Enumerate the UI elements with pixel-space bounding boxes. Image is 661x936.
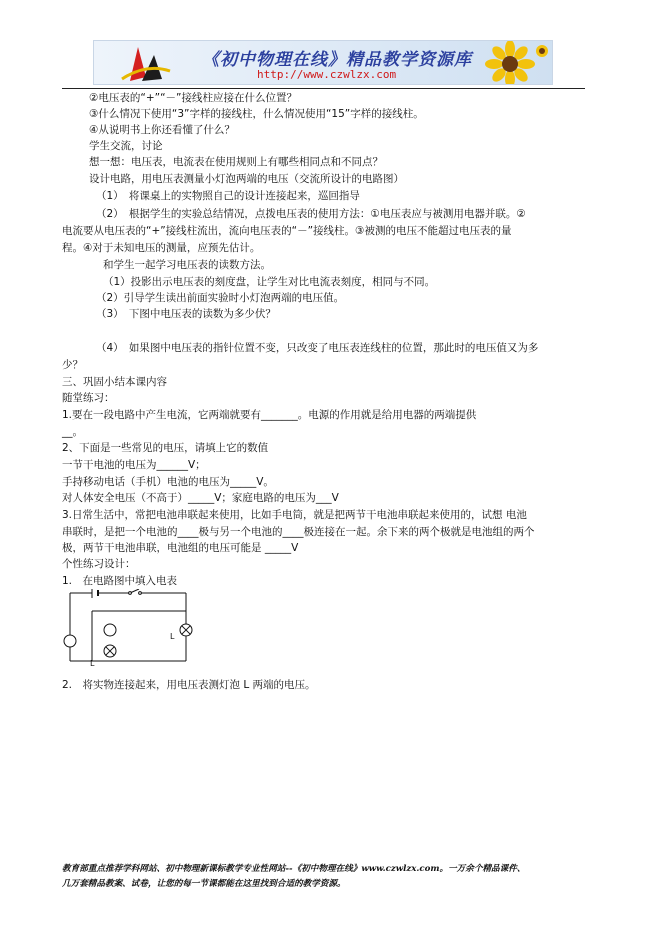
text-line: 2. 将实物连接起来，用电压表测灯泡 L 两端的电压。 bbox=[62, 679, 316, 691]
banner-title: 《初中物理在线》精品教学资源库 bbox=[202, 50, 472, 70]
text-line: 一节干电池的电压为______V； bbox=[62, 459, 206, 471]
site-logo-icon bbox=[116, 41, 176, 85]
lamp-icon-right bbox=[180, 624, 192, 636]
text-line: __。 bbox=[62, 426, 83, 438]
banner-url: http://www.czwlzx.com bbox=[257, 68, 397, 81]
text-line: （3） 下图中电压表的读数为多少伏？ bbox=[96, 308, 276, 320]
text-line: 程。④对于未知电压的测量，应预先估计。 bbox=[62, 242, 261, 254]
text-line: ③什么情况下使用“3”字样的接线柱，什么情况使用“15”字样的接线柱。 bbox=[89, 108, 424, 120]
text-line: 串联时，是把一个电池的____极与另一个电池的____极连接在一起。余下来的两个极就是电池组的两个 bbox=[62, 526, 535, 538]
switch-icon bbox=[129, 589, 142, 594]
text-line: 对人体安全电压（不高于）_____V；家庭电路的电压为___V bbox=[62, 492, 339, 504]
text-line: 极，两节干电池串联，电池组的电压可能是 _____V bbox=[62, 542, 299, 554]
footer-line: 几万套精品教案、试卷，让您的每一节课都能在这里找到合适的教学资源。 bbox=[62, 879, 346, 889]
text-line: 电流要从电压表的“+”接线柱流出，流向电压表的“－”接线柱。③被测的电压不能超过电压表的量 bbox=[62, 225, 512, 237]
text-line: 1.要在一段电路中产生电流，它两端就要有_______。电源的作用就是给用电器的两端提供 bbox=[62, 409, 477, 421]
header-banner bbox=[93, 40, 553, 85]
text-line: 想一想：电压表，电流表在使用规则上有哪些相同点和不同点？ bbox=[89, 156, 383, 168]
text-line: 3.日常生活中，常把电池串联起来使用，比如手电筒，就是把两节干电池串联起来使用的，试想 电池 bbox=[62, 509, 527, 521]
lamp-label-right: L bbox=[170, 632, 175, 641]
text-line: 1. 在电路图中填入电表 bbox=[62, 575, 178, 587]
footer-line: 教育部重点推荐学科网站、初中物理新课标教学专业性网站--《初中物理在线》www.czwlzx.com。一万余个精品课件、 bbox=[62, 864, 526, 874]
meter-placeholder-middle bbox=[104, 624, 116, 636]
text-line: ④从说明书上你还看懂了什么？ bbox=[89, 124, 235, 136]
text-line: （2）引导学生读出前面实验时小灯泡两端的电压值。 bbox=[96, 292, 345, 304]
text-line: 学生交流，讨论 bbox=[89, 140, 163, 152]
section-heading: 三、巩固小结本课内容 bbox=[62, 376, 167, 388]
circuit-diagram bbox=[62, 589, 197, 669]
meter-placeholder-left bbox=[64, 635, 76, 647]
text-line: 少？ bbox=[62, 359, 83, 371]
sunflower-icon bbox=[480, 41, 550, 85]
text-line: （1） 将课桌上的实物照自己的设计连接起来，巡回指导 bbox=[96, 190, 360, 202]
header-rule bbox=[62, 88, 585, 89]
text-line: 2、下面是一些常见的电压，请填上它的数值 bbox=[62, 442, 269, 454]
text-line: 设计电路，用电压表测量小灯泡两端的电压（交流所设计的电路图） bbox=[89, 173, 404, 185]
text-line: 和学生一起学习电压表的读数方法。 bbox=[103, 259, 271, 271]
battery-icon bbox=[92, 589, 98, 598]
text-line: ②电压表的“+”“－”接线柱应接在什么位置？ bbox=[89, 92, 297, 104]
text-line: （4） 如果图中电压表的指针位置不变，只改变了电压表连线柱的位置，那此时的电压值又为多 bbox=[96, 342, 539, 354]
text-line: （1）投影出示电压表的刻度盘，让学生对比电流表刻度，相同与不同。 bbox=[103, 276, 436, 288]
text-line: 个性练习设计： bbox=[62, 558, 136, 570]
lamp-label-bottom: L bbox=[90, 659, 95, 668]
lamp-icon-bottom bbox=[104, 645, 116, 657]
text-line: 手持移动电话（手机）电池的电压为_____V。 bbox=[62, 476, 274, 488]
text-line: （2） 根据学生的实验总结情况，点拨电压表的使用方法：①电压表应与被测用电器并联。② bbox=[96, 208, 526, 220]
text-line: 随堂练习： bbox=[62, 392, 115, 404]
